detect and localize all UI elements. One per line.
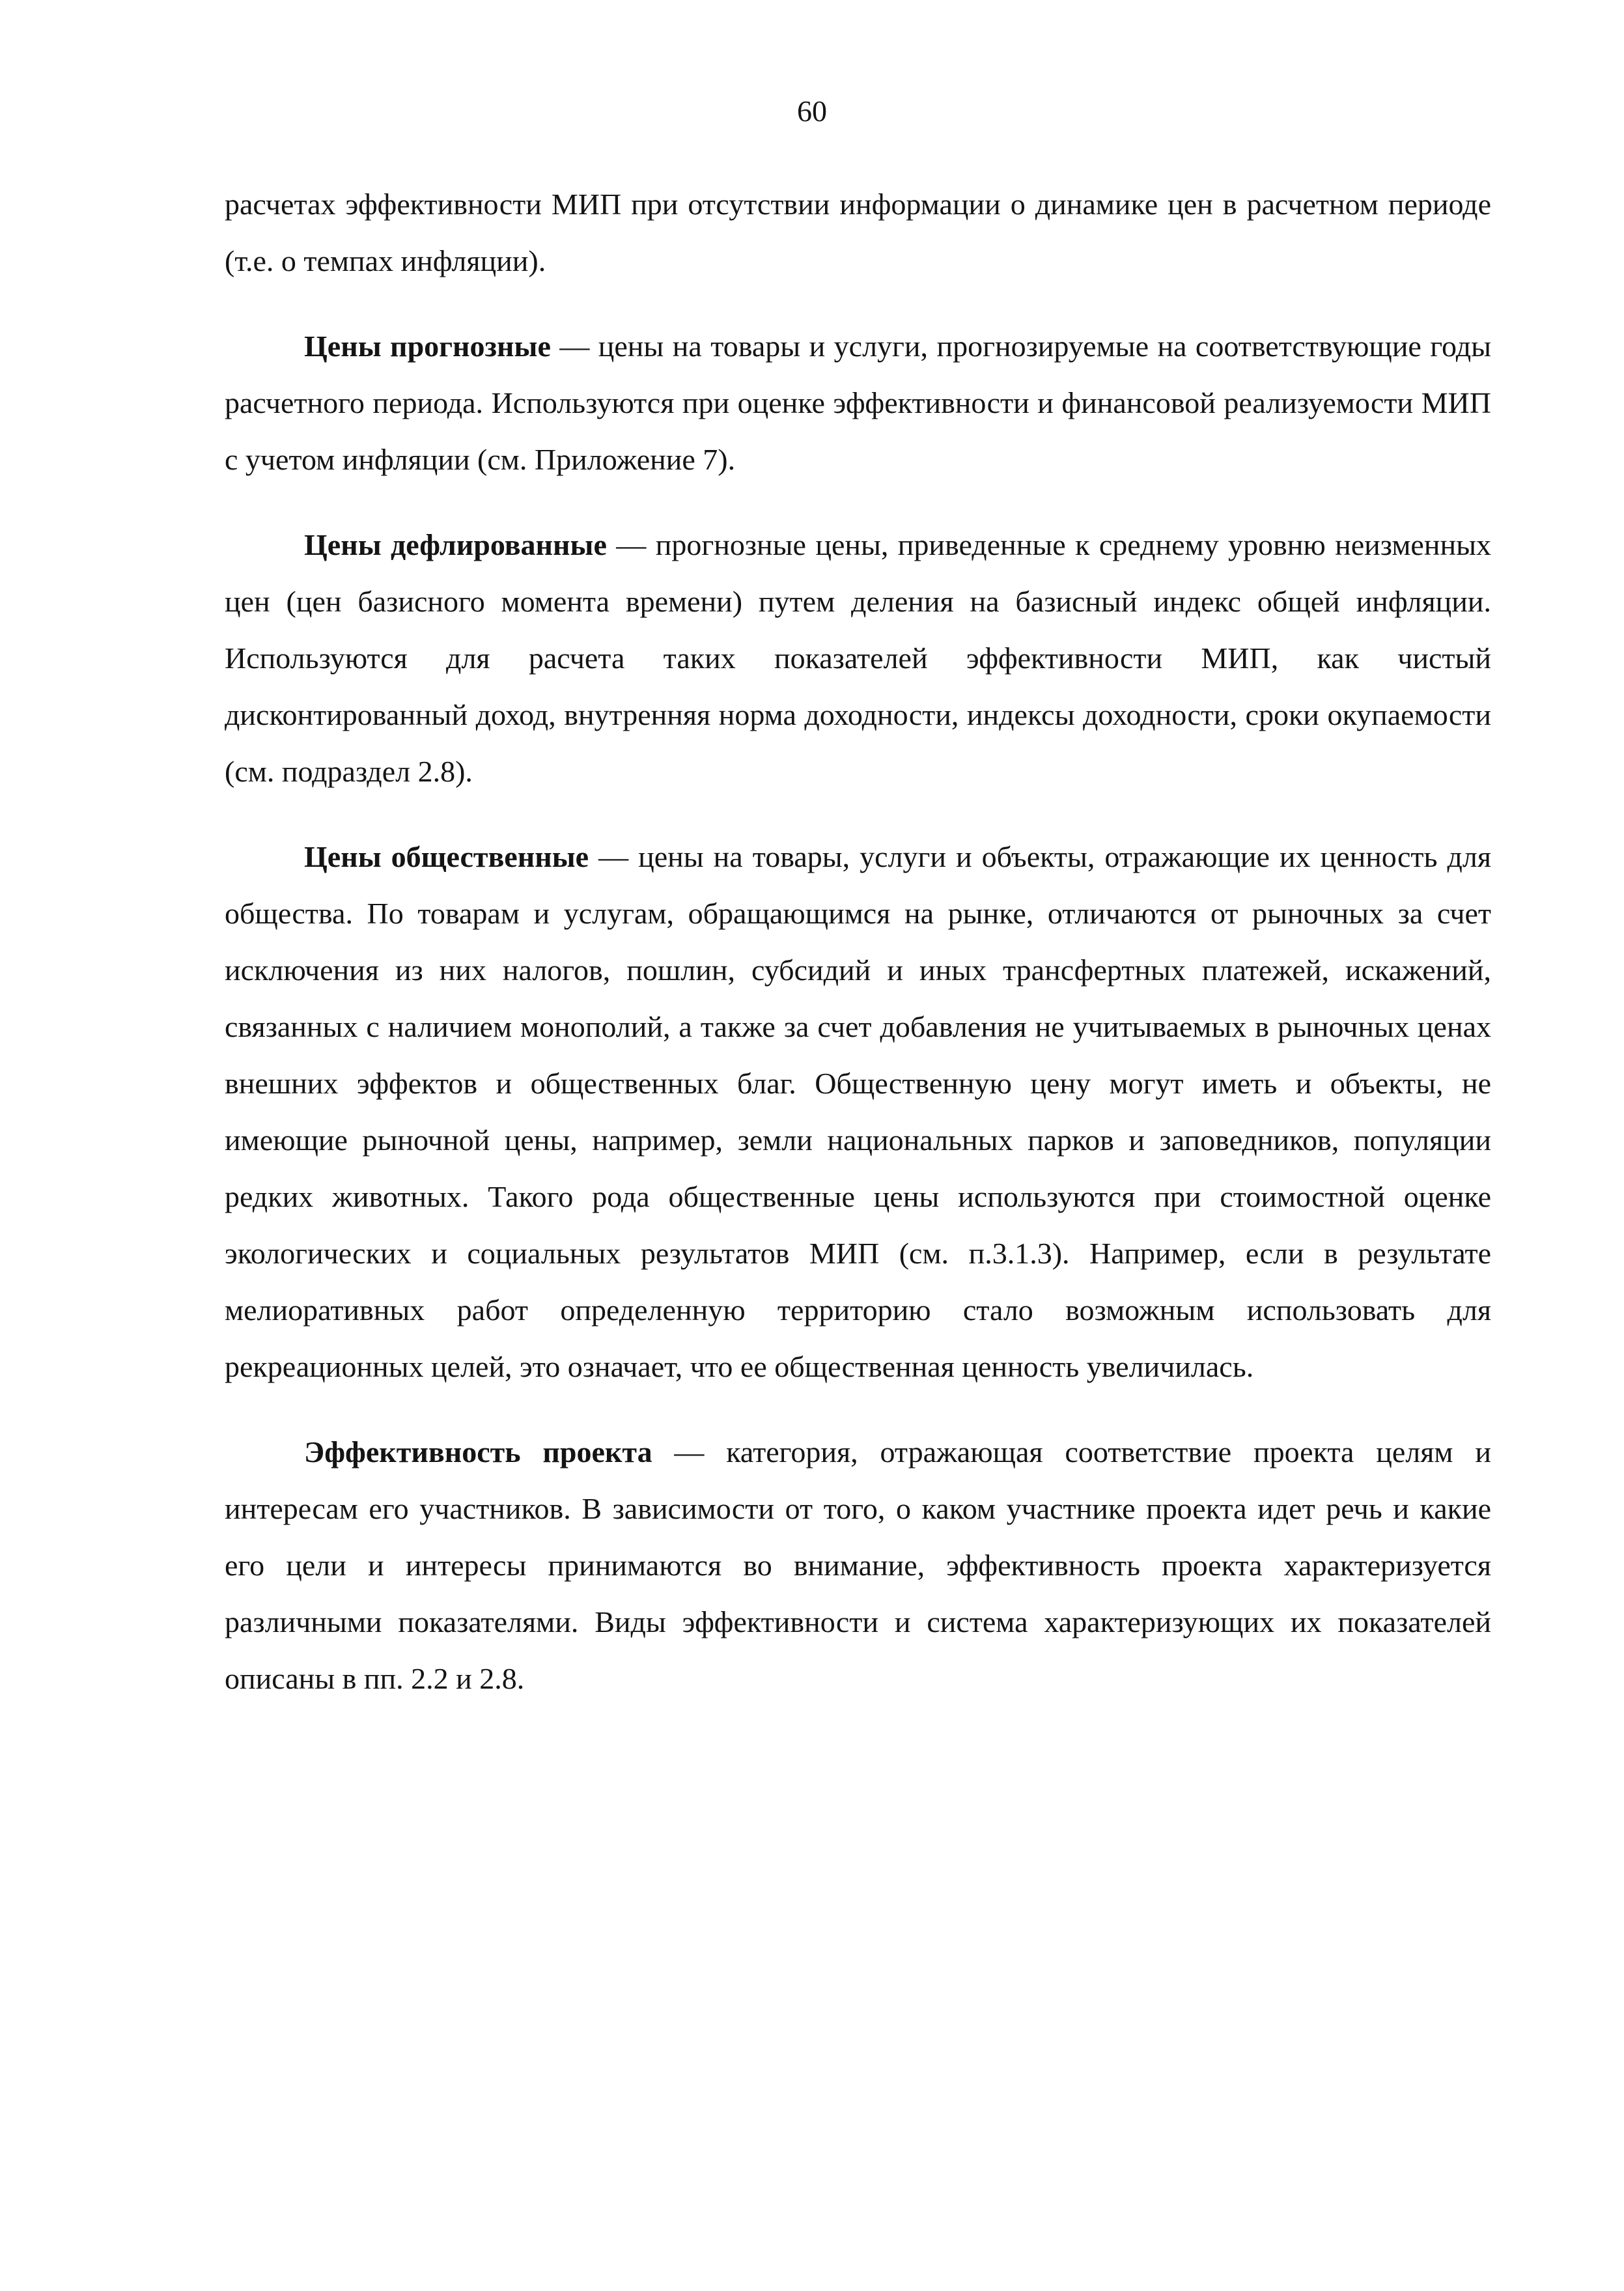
- paragraph-body: — категория, отражающая соответствие проекта целям и интересам его участников. В зависимости от того, о каком участнике проекта идет речь и какие его цели и интересы принимаются во внимание, эффективность проекта характеризуется различными показателями. Виды эффективности и система характеризующих их показателей описаны в пп. 2.2 и 2.8.: [225, 1435, 1491, 1695]
- paragraph-prices-forecast: [225, 318, 1491, 488]
- paragraph-prices-public: [225, 828, 1491, 1395]
- paragraph-body: — цены на товары и услуги, прогнозируемые на соответствующие годы расчетного периода. Используются при оценке эффективности и финансовой реализуемости МИП с учетом инфляции (см. Приложение 7).: [225, 330, 1492, 476]
- term-heading: Цены прогнозные: [304, 330, 551, 363]
- term-heading: Цены дефлированные: [304, 528, 607, 561]
- paragraph-continuation: [225, 176, 1491, 289]
- term-heading: Цены общественные: [304, 840, 589, 873]
- page-number: 60: [797, 94, 827, 128]
- paragraph-project-efficiency: [225, 1424, 1491, 1707]
- page-body: [225, 176, 1491, 1736]
- paragraph-body: — цены на товары, услуги и объекты, отражающие их ценность для общества. По товарам и услугам, обращающимся на рынке, отличаются от рыночных за счет исключения из них налогов, пошлин, субсидий и иных трансфертных платежей, искажений, связанных с наличием монополий, а также за счет добавления не учитываемых в рыночных ценах внешних эффектов и общественных благ. Общественную цену могут иметь и объекты, не имеющие рыночной цены, например, земли национальных парков и заповедников, популяции редких животных. Такого рода общественные цены используются при стоимостной оценке экологических и социальных результатов МИП (см. п.3.1.3). Например, если в результате мелиоративных работ определенную территорию стало возможным использовать для рекреационных целей, это означает, что ее общественная ценность увеличилась.: [225, 840, 1491, 1383]
- paragraph-prices-deflated: [225, 516, 1491, 800]
- term-heading: Эффективность проекта: [304, 1435, 652, 1469]
- paragraph-body: расчетах эффективности МИП при отсутствии информации о динамике цен в расчетном периоде (т.е. о темпах инфляции).: [225, 188, 1491, 277]
- paragraph-body: — прогнозные цены, приведенные к среднему уровню неизменных цен (цен базисного момента времени) путем деления на базисный индекс общей инфляции. Используются для расчета таких показателей эффективности МИП, как чистый дисконтированный доход, внутренняя норма доходности, индексы доходности, сроки окупаемости (см. подраздел 2.8).: [225, 528, 1491, 788]
